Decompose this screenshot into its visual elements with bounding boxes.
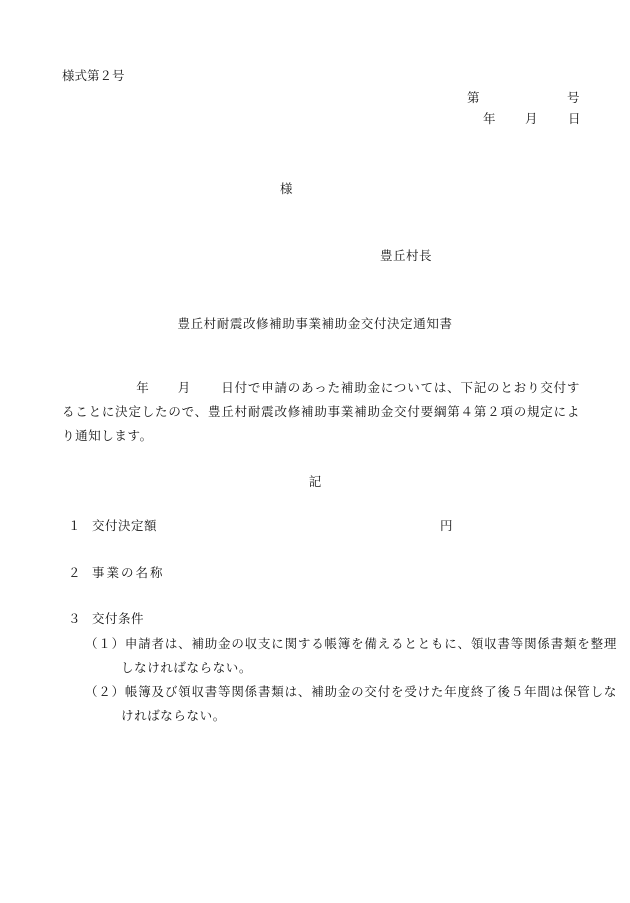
item-3-label: 交付条件 — [92, 611, 145, 626]
condition-2 — [85, 680, 617, 728]
document-title: 豊丘村耐震改修補助事業補助金交付決定通知書 — [177, 316, 453, 331]
doc-number-suffix: 号 — [567, 90, 580, 105]
condition-2-text: 帳簿及び領収書等関係書類は、補助金の交付を受けた年度終了後５年間は保管しなければならない。 — [121, 684, 617, 723]
doc-number-prefix: 第 — [467, 90, 480, 105]
item-1-label: 交付決定額 — [92, 518, 158, 533]
condition-1-number: （１） — [85, 636, 125, 651]
ki-heading: 記 — [308, 474, 322, 489]
item-2-number: ２ — [68, 565, 81, 580]
item-3-number: ３ — [68, 611, 81, 626]
body-year: 年 — [136, 380, 150, 395]
item-1-unit: 円 — [440, 518, 453, 533]
item-2-label: 事業の名称 — [92, 565, 165, 580]
addressee-suffix: 様 — [280, 181, 293, 196]
condition-1-text: 申請者は、補助金の収支に関する帳簿を備えるとともに、領収書等関係書類を整理しなければならない。 — [121, 636, 617, 675]
body-month: 月 — [177, 380, 192, 395]
body-text: 日付で申請のあった補助金については、下記のとおり交付することに決定したので、豊丘村耐震改修補助事業補助金交付要綱第４第２項の規定により通知します。 — [62, 380, 581, 443]
date-month: 月 — [525, 111, 538, 126]
date-year: 年 — [483, 111, 496, 126]
sender-name: 豊丘村長 — [380, 248, 433, 263]
condition-2-number: （２） — [85, 684, 125, 699]
date-day: 日 — [568, 111, 581, 126]
item-1-number: １ — [68, 518, 81, 533]
condition-1 — [85, 632, 617, 680]
form-number: 様式第２号 — [62, 68, 125, 83]
body-paragraph — [62, 376, 580, 448]
